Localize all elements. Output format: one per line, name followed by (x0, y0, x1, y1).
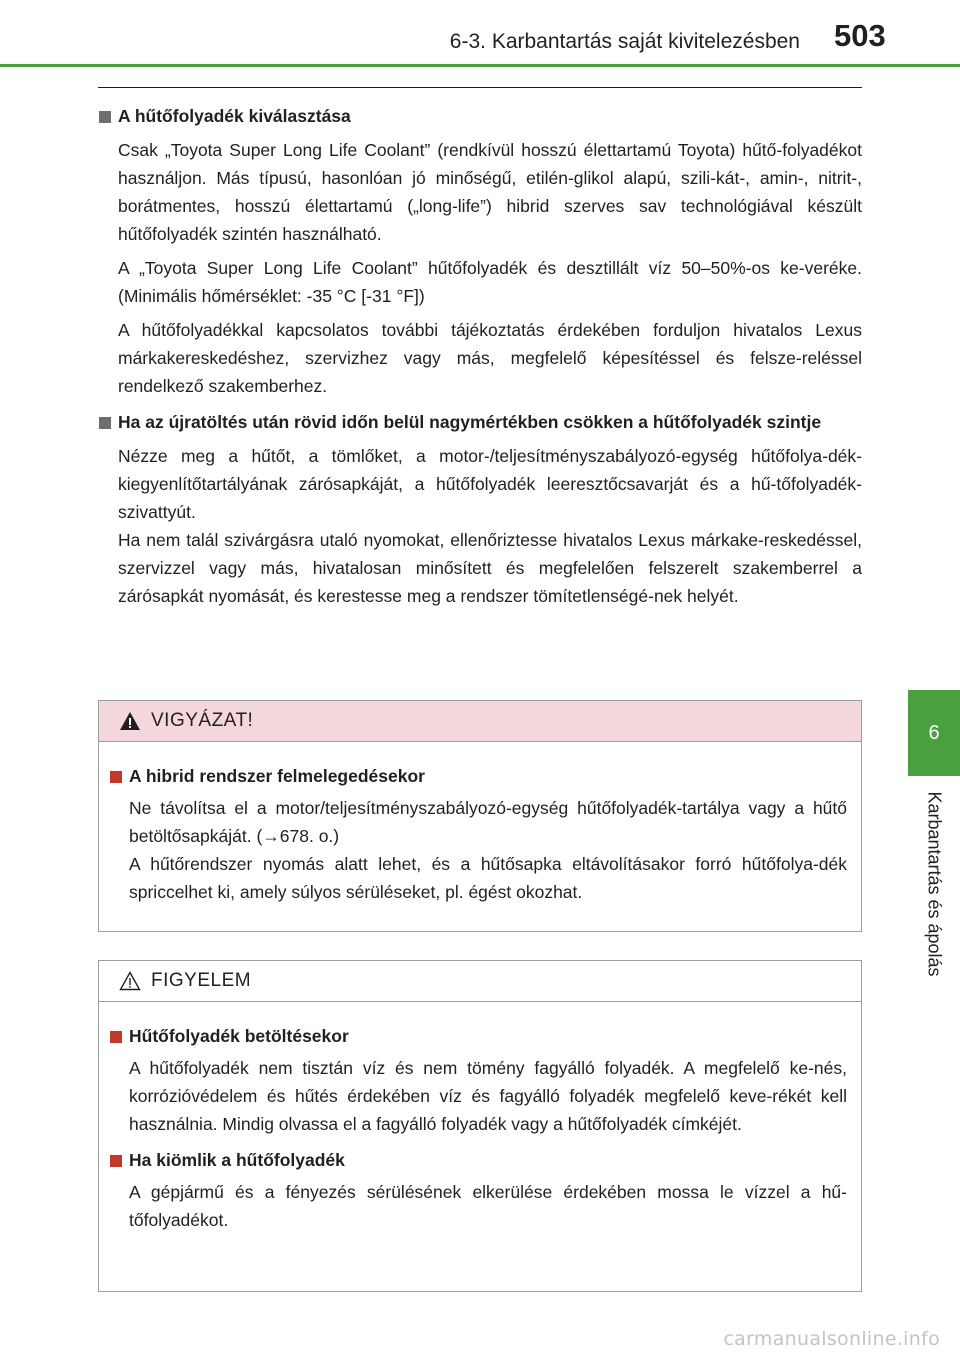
section-heading-text: Ha az újratöltés után rövid időn belül nagymértékben csökken a hűtőfolyadék szintje (118, 412, 822, 432)
section-heading-text: A hűtőfolyadék kiválasztása (118, 106, 351, 126)
caution-box (98, 700, 862, 932)
notice-title: FIGYELEM (151, 970, 252, 991)
square-bullet-icon (110, 771, 122, 783)
notice-paragraph: A gépjármű és a fényezés sérülésének elkerülése érdekében mossa le vízzel a hű-tőfolyadékot. (129, 1182, 847, 1230)
square-bullet-icon (99, 417, 111, 429)
caution-paragraph: Ne távolítsa el a motor/teljesítményszabályozó-egység hűtőfolyadék-tartálya vagy a hűtő betöltősapkáját. (→678. o.) (129, 798, 847, 846)
section-heading (98, 102, 862, 130)
notice-item-heading-text: Ha kiömlik a hűtőfolyadék (129, 1150, 345, 1170)
square-bullet-icon (110, 1031, 122, 1043)
watermark: carmanualsonline.info (723, 1328, 940, 1350)
paragraph: Csak „Toyota Super Long Life Coolant” (rendkívül hosszú élettartamú Toyota) hűtő-folyadékot használjon. Más típusú, hasonlóan jó minőségű, etilén-glikol alapú, szili-kát-, amin-, nitrit-, borátmentes, hosszú élettartamú („long-life”) hibrid szerves sav technológiával készült hűtőfolyadék szintén használható. (118, 140, 862, 244)
chapter-label: Karbantartás és ápolás (924, 791, 945, 977)
notice-triangle-icon (119, 971, 141, 991)
notice-item-heading (109, 1022, 847, 1050)
content-top-rule (98, 87, 862, 88)
section-title: 6-3. Karbantartás saját kivitelezésben (449, 30, 800, 53)
notice-body (99, 1002, 861, 1234)
page-number: 503 (834, 18, 886, 53)
paragraph: A „Toyota Super Long Life Coolant” hűtőfolyadék és desztillált víz 50–50%-os ke-veréke. (Minimális hőmérséklet: -35 °C [-31 °F]) (118, 258, 862, 306)
notice-box (98, 960, 862, 1292)
caution-item-heading-text: A hibrid rendszer felmelegedésekor (129, 766, 425, 786)
caution-item-heading (109, 762, 847, 790)
caution-header (99, 701, 861, 742)
square-bullet-icon (99, 111, 111, 123)
paragraph: A hűtőfolyadékkal kapcsolatos további tájékoztatás érdekében forduljon hivatalos Lexus márkakereskedéshez, szervizhez vagy más, megfelelő képesítéssel és felsze-reléssel rendelkező szakemberhez. (118, 320, 862, 396)
chapter-number: 6 (928, 721, 940, 744)
square-bullet-icon (110, 1155, 122, 1167)
caution-body (99, 742, 861, 906)
caution-title: VIGYÁZAT! (151, 710, 254, 731)
notice-item-heading (109, 1146, 847, 1174)
notice-item-heading-text: Hűtőfolyadék betöltésekor (129, 1026, 349, 1046)
header-divider (0, 64, 960, 67)
warning-triangle-icon (119, 711, 141, 731)
paragraph: Nézze meg a hűtőt, a tömlőket, a motor-/teljesítményszabályozó-egység hűtőfolya-dék-kiegyenlítőtartályának zárósapkáját, a hűtőfolyadék leeresztőcsavarját és a hű-tőfolyadék-szivattyút. (118, 446, 862, 522)
section-heading (98, 408, 862, 436)
caution-paragraph: A hűtőrendszer nyomás alatt lehet, és a hűtősapka eltávolításakor forró hűtőfolya-dék spriccelhet ki, amely súlyos sérüléseket, pl. égést okozhat. (129, 854, 847, 902)
chapter-tab[interactable] (908, 690, 960, 776)
notice-header (99, 961, 861, 1002)
paragraph: Ha nem talál szivárgásra utaló nyomokat, ellenőriztesse hivatalos Lexus márkake-reskedéssel, szervizzel vagy más, hivatalosan minősített és megfelelően felszerelt szakemberrel a zárósapkát nyomását, és kerestesse meg a rendszer tömítetlenségé-nek helyét. (118, 530, 862, 606)
notice-paragraph: A hűtőfolyadék nem tisztán víz és nem tömény fagyálló folyadék. A megfelelő ke-nés, korrózióvédelem és hűtés érdekében víz és fagyálló folyadék megfelelő keve-rékét kell használnia. Mindig olvassa el a fagyálló folyadék vagy a hűtőfolyadék címkéjét. (129, 1058, 847, 1134)
main-content (98, 96, 862, 610)
